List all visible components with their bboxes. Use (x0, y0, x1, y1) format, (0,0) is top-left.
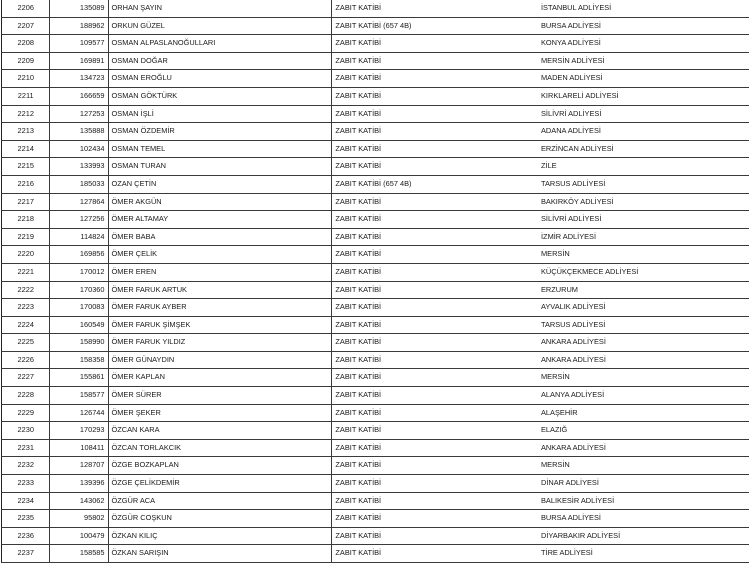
row-number: 2225 (2, 334, 50, 352)
person-name: ÖMER SÜRER (108, 387, 332, 405)
unit-cell-text: ERZURUM (541, 284, 578, 294)
unit-cell (538, 351, 749, 369)
sicil-number: 188962 (50, 17, 108, 35)
unit-cell-text: ERZİNCAN ADLİYESİ (541, 143, 614, 153)
row-number: 2222 (2, 281, 50, 299)
sicil-number: 158990 (50, 334, 108, 352)
row-number: 2216 (2, 175, 50, 193)
row-number: 2229 (2, 404, 50, 422)
table-row (2, 175, 750, 193)
table-row (2, 0, 750, 17)
title-cell: ZABIT KATİBİ (332, 211, 538, 229)
unit-cell (538, 475, 749, 493)
table-row (2, 123, 750, 141)
row-number: 2219 (2, 228, 50, 246)
title-cell: ZABIT KATİBİ (332, 351, 538, 369)
title-cell: ZABIT KATİBİ (332, 193, 538, 211)
unit-cell (538, 492, 749, 510)
unit-cell-text: TİRE ADLİYESİ (541, 548, 593, 558)
row-number: 2233 (2, 475, 50, 493)
row-number: 2224 (2, 316, 50, 334)
unit-cell (538, 299, 749, 317)
unit-cell-text: BURSA ADLİYESİ (541, 513, 601, 523)
row-number: 2231 (2, 439, 50, 457)
title-cell: ZABIT KATİBİ (332, 387, 538, 405)
title-cell: ZABIT KATİBİ (332, 52, 538, 70)
unit-cell (538, 17, 749, 35)
title-cell: ZABIT KATİBİ (332, 123, 538, 141)
person-name: ÖMER FARUK ARTUK (108, 281, 332, 299)
sicil-number: 158585 (50, 545, 108, 563)
unit-cell (538, 123, 749, 141)
person-name: OSMAN TURAN (108, 158, 332, 176)
table-row (2, 211, 750, 229)
sicil-number: 166659 (50, 87, 108, 105)
unit-cell-text: BURSA ADLİYESİ (541, 20, 601, 30)
person-name: ORKUN GÜZEL (108, 17, 332, 35)
sicil-number: 155861 (50, 369, 108, 387)
table-row (2, 457, 750, 475)
sicil-number: 135089 (50, 0, 108, 17)
title-cell: ZABIT KATİBİ (332, 35, 538, 53)
unit-cell (538, 545, 749, 563)
table-row (2, 369, 750, 387)
title-cell: ZABIT KATİBİ (332, 158, 538, 176)
unit-cell (538, 369, 749, 387)
title-cell: ZABIT KATİBİ (332, 492, 538, 510)
title-cell: ZABIT KATİBİ (332, 0, 538, 17)
unit-cell-text: AYVALIK ADLİYESİ (541, 302, 606, 312)
table-row (2, 422, 750, 440)
unit-cell (538, 334, 749, 352)
personnel-table-body (2, 0, 750, 563)
sicil-number: 185033 (50, 175, 108, 193)
sicil-number: 170012 (50, 263, 108, 281)
personnel-table (1, 0, 749, 563)
row-number: 2211 (2, 87, 50, 105)
sicil-number: 160549 (50, 316, 108, 334)
table-row (2, 263, 750, 281)
title-cell: ZABIT KATİBİ (332, 510, 538, 528)
title-cell: ZABIT KATİBİ (332, 545, 538, 563)
person-name: ÖZGÜR COŞKUN (108, 510, 332, 528)
title-cell: ZABIT KATİBİ (657 4B) (332, 17, 538, 35)
person-name: ÖMER FARUK AYBER (108, 299, 332, 317)
unit-cell-text: KÜÇÜKÇEKMECE ADLİYESİ (541, 266, 639, 276)
row-number: 2220 (2, 246, 50, 264)
table-row (2, 492, 750, 510)
table-row (2, 193, 750, 211)
sicil-number: 102434 (50, 140, 108, 158)
unit-cell-text: DİYARBAKIR ADLİYESİ (541, 530, 621, 540)
title-cell: ZABIT KATİBİ (332, 228, 538, 246)
sicil-number: 127253 (50, 105, 108, 123)
row-number: 2230 (2, 422, 50, 440)
unit-cell (538, 87, 749, 105)
sicil-number: 169856 (50, 246, 108, 264)
person-name: ÖMER AKGÜN (108, 193, 332, 211)
row-number: 2232 (2, 457, 50, 475)
title-cell: ZABIT KATİBİ (332, 334, 538, 352)
person-name: OSMAN DOĞAR (108, 52, 332, 70)
unit-cell-text: SİLİVRİ ADLİYESİ (541, 108, 602, 118)
person-name: ÖMER GÜNAYDIN (108, 351, 332, 369)
sicil-number: 127864 (50, 193, 108, 211)
unit-cell-text: BAKIRKÖY ADLİYESİ (541, 196, 614, 206)
unit-cell (538, 175, 749, 193)
person-name: ORHAN ŞAYIN (108, 0, 332, 17)
unit-cell-text: ALANYA ADLİYESİ (541, 390, 605, 400)
row-number: 2212 (2, 105, 50, 123)
table-row (2, 105, 750, 123)
table-row (2, 316, 750, 334)
row-number: 2218 (2, 211, 50, 229)
sicil-number: 139396 (50, 475, 108, 493)
table-row (2, 475, 750, 493)
title-cell: ZABIT KATİBİ (332, 369, 538, 387)
unit-cell-text: KIRKLARELİ ADLİYESİ (541, 90, 619, 100)
unit-cell (538, 422, 749, 440)
row-number: 2221 (2, 263, 50, 281)
sicil-number: 170360 (50, 281, 108, 299)
person-name: OSMAN ALPASLANOĞULLARI (108, 35, 332, 53)
person-name: OSMAN İŞLİ (108, 105, 332, 123)
unit-cell (538, 211, 749, 229)
title-cell: ZABIT KATİBİ (332, 70, 538, 88)
table-row (2, 351, 750, 369)
title-cell: ZABIT KATİBİ (332, 527, 538, 545)
unit-cell (538, 281, 749, 299)
sicil-number: 134723 (50, 70, 108, 88)
table-row (2, 510, 750, 528)
table-row (2, 281, 750, 299)
person-name: ÖZKAN KILIÇ (108, 527, 332, 545)
person-name: ÖMER EREN (108, 263, 332, 281)
row-number: 2206 (2, 0, 50, 17)
sicil-number: 128707 (50, 457, 108, 475)
title-cell: ZABIT KATİBİ (657 4B) (332, 175, 538, 193)
unit-cell-text: ANKARA ADLİYESİ (541, 354, 606, 364)
row-number: 2209 (2, 52, 50, 70)
title-cell: ZABIT KATİBİ (332, 457, 538, 475)
table-row (2, 52, 750, 70)
person-name: ÖMER ÇELİK (108, 246, 332, 264)
person-name: ÖMER FARUK YILDIZ (108, 334, 332, 352)
sicil-number: 170083 (50, 299, 108, 317)
unit-cell-text: İZMİR ADLİYESİ (541, 231, 597, 241)
table-row (2, 334, 750, 352)
unit-cell-text: ANKARA ADLİYESİ (541, 337, 606, 347)
row-number: 2228 (2, 387, 50, 405)
table-row (2, 158, 750, 176)
table-row (2, 404, 750, 422)
unit-cell-text: MERSİN ADLİYESİ (541, 55, 605, 65)
title-cell: ZABIT KATİBİ (332, 281, 538, 299)
person-name: OSMAN TEMEL (108, 140, 332, 158)
unit-cell (538, 70, 749, 88)
unit-cell-text: MADEN ADLİYESİ (541, 73, 603, 83)
title-cell: ZABIT KATİBİ (332, 475, 538, 493)
unit-cell-text: KONYA ADLİYESİ (541, 38, 601, 48)
title-cell: ZABIT KATİBİ (332, 316, 538, 334)
sicil-number: 133993 (50, 158, 108, 176)
row-number: 2217 (2, 193, 50, 211)
table-row (2, 140, 750, 158)
unit-cell (538, 439, 749, 457)
unit-cell-text: MERSİN (541, 249, 570, 259)
unit-cell (538, 158, 749, 176)
unit-cell (538, 510, 749, 528)
unit-cell (538, 105, 749, 123)
title-cell: ZABIT KATİBİ (332, 263, 538, 281)
unit-cell-text: ELAZIĞ (541, 425, 568, 435)
row-number: 2235 (2, 510, 50, 528)
unit-cell (538, 228, 749, 246)
unit-cell-text: MERSİN (541, 372, 570, 382)
row-number: 2215 (2, 158, 50, 176)
unit-cell-text: İSTANBUL ADLİYESİ (541, 3, 612, 12)
title-cell: ZABIT KATİBİ (332, 87, 538, 105)
unit-cell (538, 140, 749, 158)
sicil-number: 135888 (50, 123, 108, 141)
sicil-number: 158577 (50, 387, 108, 405)
unit-cell (538, 404, 749, 422)
unit-cell (538, 263, 749, 281)
unit-cell (538, 387, 749, 405)
title-cell: ZABIT KATİBİ (332, 246, 538, 264)
unit-cell-text: ZİLE (541, 161, 557, 171)
unit-cell-text: MERSİN (541, 460, 570, 470)
sicil-number: 169891 (50, 52, 108, 70)
row-number: 2227 (2, 369, 50, 387)
person-name: ÖZCAN KARA (108, 422, 332, 440)
sicil-number: 114824 (50, 228, 108, 246)
unit-cell (538, 457, 749, 475)
unit-cell-text: TARSUS ADLİYESİ (541, 178, 606, 188)
person-name: ÖZKAN SARIŞIN (108, 545, 332, 563)
unit-cell-text: ALAŞEHİR (541, 407, 578, 417)
title-cell: ZABIT KATİBİ (332, 404, 538, 422)
person-name: ÖMER BABA (108, 228, 332, 246)
title-cell: ZABIT KATİBİ (332, 105, 538, 123)
table-row (2, 299, 750, 317)
person-name: OSMAN ÖZDEMİR (108, 123, 332, 141)
sicil-number: 108411 (50, 439, 108, 457)
row-number: 2234 (2, 492, 50, 510)
table-row (2, 70, 750, 88)
unit-cell-text: BALIKESİR ADLİYESİ (541, 495, 615, 505)
row-number: 2208 (2, 35, 50, 53)
sicil-number: 170293 (50, 422, 108, 440)
person-name: OSMAN EROĞLU (108, 70, 332, 88)
person-name: ÖMER ŞEKER (108, 404, 332, 422)
title-cell: ZABIT KATİBİ (332, 422, 538, 440)
row-number: 2226 (2, 351, 50, 369)
unit-cell (538, 35, 749, 53)
person-name: ÖZGE ÇELİKDEMİR (108, 475, 332, 493)
table-row (2, 387, 750, 405)
row-number: 2207 (2, 17, 50, 35)
unit-cell-text: TARSUS ADLİYESİ (541, 319, 606, 329)
table-row (2, 545, 750, 563)
person-name: OZAN ÇETİN (108, 175, 332, 193)
row-number: 2213 (2, 123, 50, 141)
person-name: ÖZCAN TORLAKCIK (108, 439, 332, 457)
title-cell: ZABIT KATİBİ (332, 439, 538, 457)
row-number: 2237 (2, 545, 50, 563)
person-name: ÖZGÜR ACA (108, 492, 332, 510)
unit-cell (538, 52, 749, 70)
sicil-number: 126744 (50, 404, 108, 422)
table-row (2, 228, 750, 246)
sicil-number: 95802 (50, 510, 108, 528)
person-name: ÖMER ALTAMAY (108, 211, 332, 229)
table-row (2, 17, 750, 35)
row-number: 2223 (2, 299, 50, 317)
table-row (2, 439, 750, 457)
unit-cell (538, 246, 749, 264)
sicil-number: 109577 (50, 35, 108, 53)
person-name: ÖMER FARUK ŞİMŞEK (108, 316, 332, 334)
sicil-number: 127256 (50, 211, 108, 229)
sicil-number: 100479 (50, 527, 108, 545)
row-number: 2210 (2, 70, 50, 88)
unit-cell (538, 193, 749, 211)
person-name: ÖMER KAPLAN (108, 369, 332, 387)
title-cell: ZABIT KATİBİ (332, 140, 538, 158)
table-row (2, 35, 750, 53)
unit-cell-text: SİLİVRİ ADLİYESİ (541, 214, 602, 224)
person-name: OSMAN GÖKTÜRK (108, 87, 332, 105)
row-number: 2214 (2, 140, 50, 158)
table-row (2, 87, 750, 105)
sicil-number: 143062 (50, 492, 108, 510)
unit-cell (538, 316, 749, 334)
sicil-number: 158358 (50, 351, 108, 369)
unit-cell (538, 527, 749, 545)
person-name: ÖZGE BOZKAPLAN (108, 457, 332, 475)
unit-cell-text: ANKARA ADLİYESİ (541, 442, 606, 452)
unit-cell (538, 0, 749, 17)
unit-cell-text: DİNAR ADLİYESİ (541, 478, 599, 488)
row-number: 2236 (2, 527, 50, 545)
unit-cell-text: ADANA ADLİYESİ (541, 126, 601, 136)
table-row (2, 246, 750, 264)
title-cell: ZABIT KATİBİ (332, 299, 538, 317)
table-row (2, 527, 750, 545)
